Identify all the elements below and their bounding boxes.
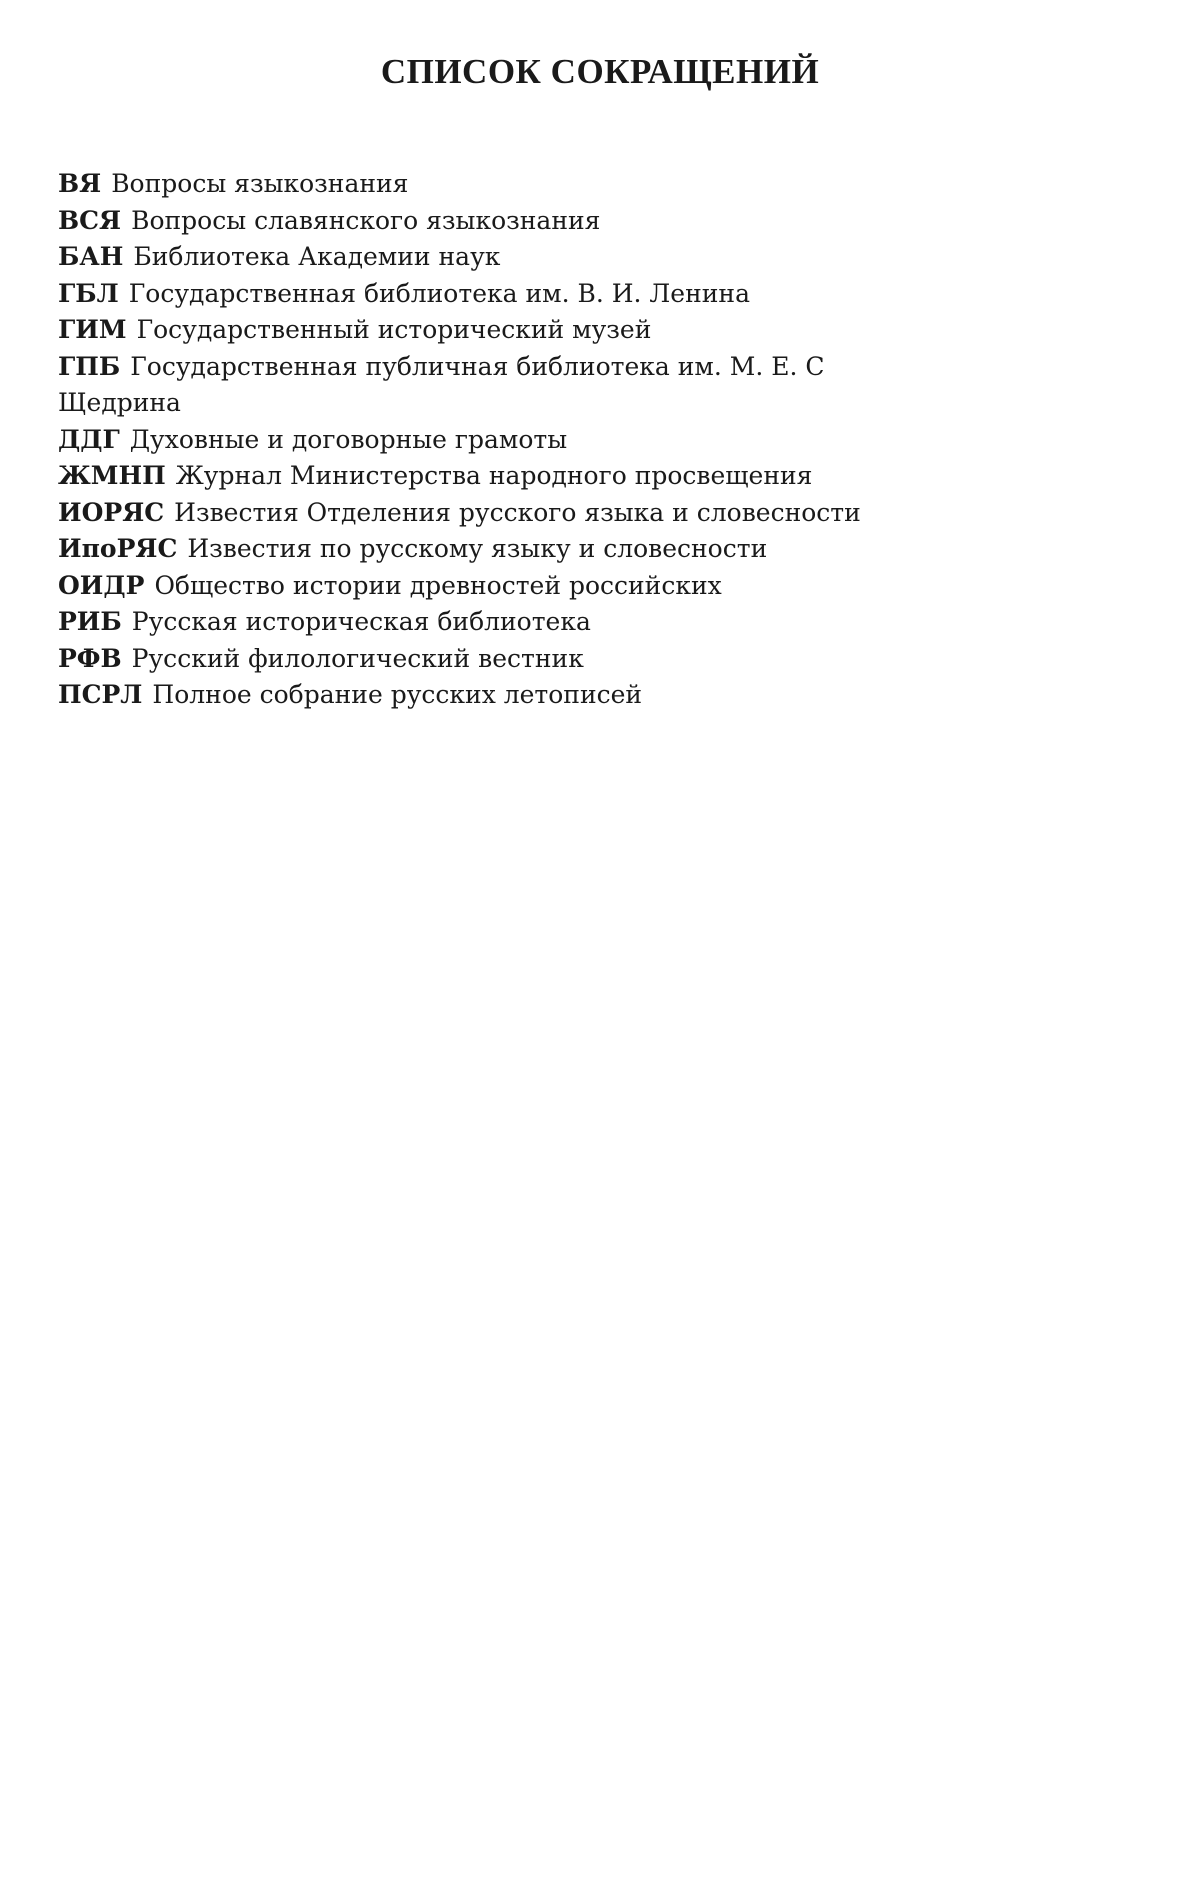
- abbreviation-description: Журнал Министерства народного просвещения: [175, 461, 813, 490]
- abbreviation-key: ДДГ: [58, 424, 120, 454]
- abbreviation-description: Полное собрание русских летописей: [152, 680, 643, 709]
- list-item: [58, 458, 1058, 495]
- abbreviation-list: [58, 166, 1058, 714]
- abbreviation-key: РФВ: [58, 643, 122, 673]
- list-item: [58, 276, 1058, 313]
- abbreviation-description: Вопросы языкознания: [111, 169, 409, 198]
- abbreviation-key: ВСЯ: [58, 205, 122, 235]
- abbreviation-key: БАН: [58, 242, 124, 271]
- abbreviation-key: ИпоРЯС: [58, 534, 178, 563]
- list-item: [58, 568, 1058, 605]
- abbreviation-description: Государственная библиотека им. В. И. Ленина: [128, 278, 750, 308]
- abbreviation-description: Государственная публичная библиотека им. М. Е. С: [130, 351, 825, 381]
- abbreviation-key: ИОРЯС: [58, 497, 165, 527]
- list-item: [58, 203, 1058, 240]
- abbreviation-description: Русская историческая библиотека: [131, 607, 591, 636]
- abbreviation-description: Духовные и договорные грамоты: [129, 424, 568, 454]
- abbreviation-description: Известия по русскому языку и словесности: [187, 534, 768, 563]
- abbreviation-key: РИБ: [58, 607, 122, 636]
- abbreviation-description: Известия Отделения русского языка и словесности: [174, 497, 861, 527]
- abbreviation-description: Русский филологический вестник: [131, 643, 584, 673]
- abbreviation-description: Вопросы славянского языкознания: [131, 205, 601, 235]
- abbreviation-key: ПСРЛ: [58, 680, 143, 709]
- abbreviation-key: ГИМ: [58, 315, 127, 344]
- list-item: [58, 422, 1058, 459]
- abbreviation-key: ГБЛ: [58, 278, 119, 308]
- abbreviation-description: Библиотека Академии наук: [133, 242, 501, 271]
- abbreviation-description: Государственный исторический музей: [136, 315, 652, 344]
- list-item: [58, 349, 1058, 422]
- abbreviation-key: ВЯ: [58, 169, 102, 198]
- list-item: [58, 495, 1058, 532]
- abbreviation-key: ОИДР: [58, 570, 145, 600]
- list-item: [58, 641, 1058, 678]
- page-title: СПИСОК СОКРАЩЕНИЙ: [380, 52, 820, 91]
- abbreviation-description-continuation: Щедрина: [58, 388, 181, 417]
- list-item: [58, 166, 1058, 203]
- list-item: [58, 239, 1058, 276]
- list-item: [58, 531, 1058, 568]
- abbreviation-key: ГПБ: [58, 351, 121, 381]
- list-item: [58, 677, 1058, 714]
- list-item: [58, 604, 1058, 641]
- abbreviation-description: Общество истории древностей российских: [154, 570, 722, 600]
- abbreviation-key: ЖМНП: [58, 461, 166, 490]
- list-item: [58, 312, 1058, 349]
